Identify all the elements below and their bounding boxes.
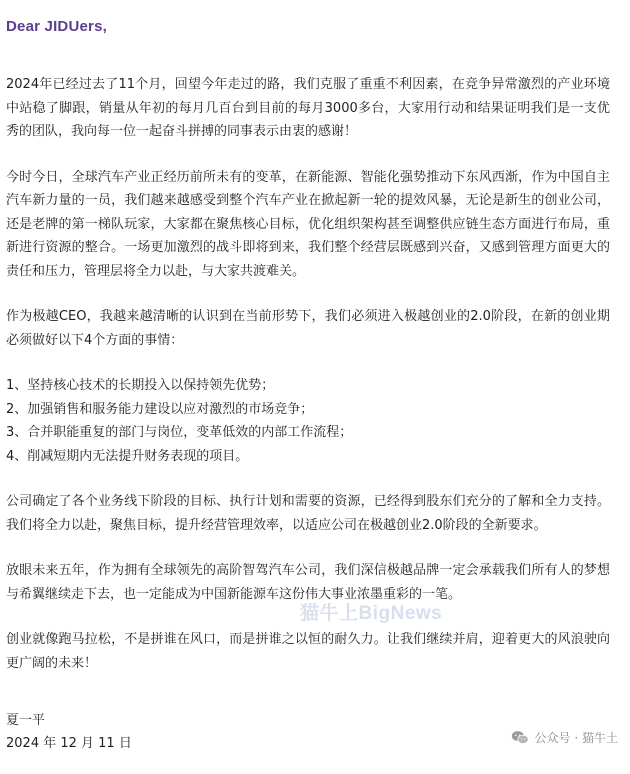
wechat-watermark — [511, 729, 618, 746]
signature-date: 2024 年 12 月 11 日 — [6, 736, 132, 751]
list-item: 3、合并职能重复的部门与岗位，变革低效的内部工作流程； — [6, 425, 353, 440]
paragraph-intro: 2024年已经过去了11个月，回望今年走过的路，我们克服了重重不利因素，在竞争异常激烈的产业环境中站稳了脚跟，销量从年初的每月几百台到目前的每月3000多台，大家用行动和结果证明我们是一支优秀的团队，我向每一位一起奋斗拼搏的同事表示由衷的感谢！ — [6, 77, 610, 139]
wechat-icon — [511, 730, 529, 745]
letter-greeting: Dear JIDUers, — [6, 18, 107, 35]
list-item: 2、加强销售和服务能力建设以应对激烈的市场竞争； — [6, 401, 314, 417]
priorities-list — [6, 374, 610, 468]
paragraph-marathon: 创业就像跑马拉松，不是拼谁在风口，而是拼谁之以恒的耐久力。让我们继续并肩，迎着更大的风浪驶向更广阔的未来！ — [6, 632, 610, 671]
center-watermark: 猫牛上BigNews — [300, 603, 443, 624]
paragraph-goals: 公司确定了各个业务线下阶段的目标、执行计划和需要的资源，已经得到股东们充分的了解和全力支持。我们将全力以赴，聚焦目标，提升经营管理效率，以适应公司在极越创业2.0阶段的全新要求。 — [6, 494, 610, 533]
list-item: 1、坚持核心技术的长期投入以保持领先优势； — [6, 378, 275, 393]
paragraph-ceo: 作为极越CEO，我越来越清晰的认识到在当前形势下，我们必须进入极越创业的2.0阶段，在新的创业期必须做好以下4个方面的事情： — [6, 309, 610, 348]
signature-name: 夏一平 — [6, 713, 46, 728]
list-item: 4、削减短期内无法提升财务表现的项目。 — [6, 448, 249, 464]
paragraph-industry: 今时今日，全球汽车产业正经历前所未有的变革，在新能源、智能化强势推动下东风西渐，作为中国自主汽车新力量的一员，我们越来越感受到整个汽车产业在掀起新一轮的提效风暴，无论是新生的创业公司，还是老牌的第一梯队玩家，大家都在聚焦核心目标，优化组织架构甚至调整供应链生态方面进行布局，重新进行资源的整合。一场更加激烈的战斗即将到来，我们整个经营层既感到兴奋，又感到管理方面更大的责任和压力，管理层将全力以赴，与大家共渡难关。 — [6, 169, 610, 279]
wechat-account-label: 公众号 · 猫牛土 — [534, 731, 618, 745]
paragraph-future: 放眼未来五年，作为拥有全球领先的高阶智驾汽车公司，我们深信极越品牌一定会承载我们所有人的梦想与希翼继续走下去，也一定能成为中国新能源车这份伟大事业浓墨重彩的一笔。 — [6, 563, 610, 602]
